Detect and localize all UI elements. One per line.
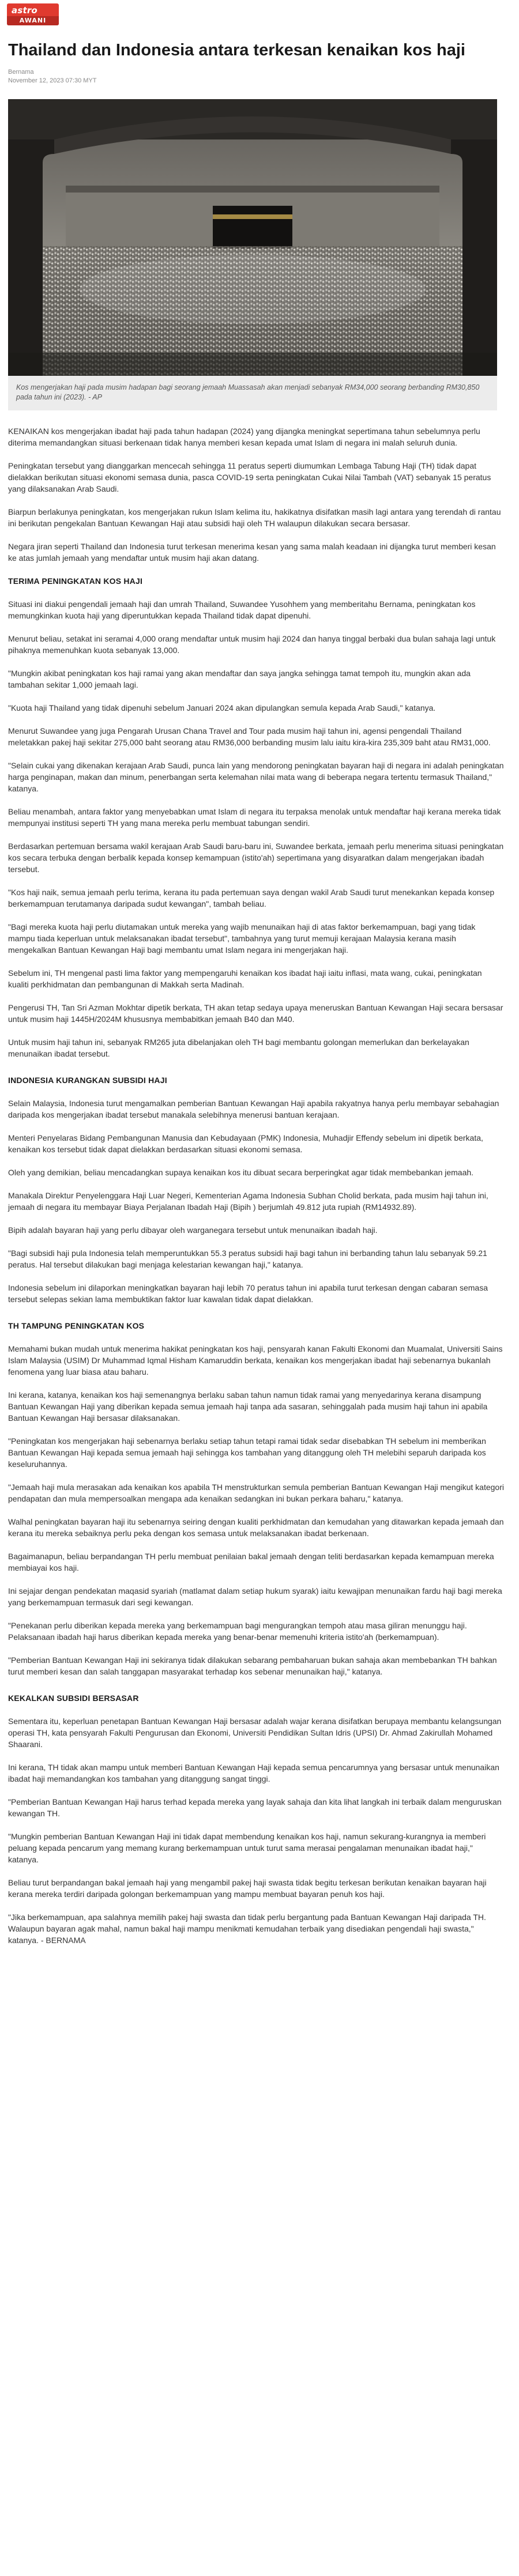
paragraph: Ini kerana, katanya, kenaikan kos haji semenangnya berlaku saban tahun namun tidak ramai yang menyedarinya kerana disampung Bantuan Kewangan Haji yang diberikan kepada semua jemaah haji tanpa ada sasaran, sehinggalah pada musim haji tahun ini apabila Bantuan Kewangan Haji bersasar dilaksanakan.: [8, 1390, 488, 1423]
paragraph: Menteri Penyelaras Bidang Pembangunan Manusia dan Kebudayaan (PMK) Indonesia, Muhadjir Effendy sebelum ini dipetik berkata, kenaikan kos tersebut tidak dapat dielakkan berdasarkan situasi ekonomi semasa.: [8, 1133, 483, 1154]
paragraph: Negara jiran seperti Thailand dan Indonesia turut terkesan menerima kesan yang sama malah keadaan ini dijangka turut memberi kesan ke atas jumlah jemaah yang mendaftar untuk musim haji akan datang.: [8, 542, 496, 563]
paragraph: Ini kerana, TH tidak akan mampu untuk memberi Bantuan Kewangan Haji kepada semua pencarumnya yang bersasar untuk menunaikan ibadat haji memandangkan kos tambahan yang ditanggung sangat tinggi.: [8, 1763, 499, 1783]
paragraph: "Jemaah haji mula merasakan ada kenaikan kos apabila TH menstrukturkan semula pemberian Bantuan Kewangan Haji mengikut kategori pendapatan dan mula mempersoalkan mengapa ada kenaikan sedangkan ini bukan perkara baharu," katanya.: [8, 1483, 504, 1503]
paragraph: KENAIKAN kos mengerjakan ibadat haji pada tahun hadapan (2024) yang dijangka meningkat sepertimana tahun sebelumnya perlu diterima memandangkan situasi berkenaan tidak hanya memberi kesan kepada umat Islam di negara ini malah seluruh dunia.: [8, 427, 480, 447]
paragraph: Berdasarkan pertemuan bersama wakil kerajaan Arab Saudi baru-baru ini, Suwandee berkata, jemaah perlu menerima situasi peningkatan kos secara terbuka dengan berbalik kepada konsep kemampuan (istito'ah) sepertimana yang disyaratkan dalam mengerjakan ibadah tersebut.: [8, 842, 504, 874]
paragraph: "Kuota haji Thailand yang tidak dipenuhi sebelum Januari 2024 akan dipulangkan semula kepada Arab Saudi," katanya.: [8, 703, 436, 712]
paragraph: Selain Malaysia, Indonesia turut mengamalkan pemberian Bantuan Kewangan Haji apabila rakyatnya hanya perlu membayar sebahagian daripada kos mengerjakan ibadat tersebut manakala selebihnya menerusi bantuan kerajaan.: [8, 1099, 499, 1119]
paragraph: Walhal peningkatan bayaran haji itu sebenarnya seiring dengan kualiti perkhidmatan dan kemudahan yang ditawarkan kepada jemaah dan kerana itu mereka sebaiknya perlu peka dengan kos semasa untuk melaksanakan ibadat berkenaan.: [8, 1517, 504, 1538]
paragraph: Indonesia sebelum ini dilaporkan meningkatkan bayaran haji lebih 70 peratus tahun ini apabila turut terkesan dengan cabaran semasa tersebut selepas sekian lama membuktikan faktor luar kawalan tidak dapat dielakkan.: [8, 1283, 488, 1304]
article-body: [8, 425, 504, 1946]
article-title: Thailand dan Indonesia antara terkesan kenaikan kos haji: [8, 41, 465, 59]
section-heading: TERIMA PENINGKATAN KOS HAJI: [8, 576, 143, 586]
paragraph: Memahami bukan mudah untuk menerima hakikat peningkatan kos haji, pensyarah kanan Fakulti Ekonomi dan Muamalat, Universiti Sains Islam Malaysia (USIM) Dr Muhammad Iqmal Hisham Kamaruddin berkata, kenaikan kos mengerjakan ibadat haji sebenarnya bukanlah fenomena yang luar biasa atau baharu.: [8, 1344, 503, 1376]
paragraph: Menurut Suwandee yang juga Pengarah Urusan Chana Travel and Tour pada musim haji tahun ini, agensi pengendali Thailand meletakkan pakej haji sekitar 275,000 baht seorang atau RM36,000 berbanding musim lalu iaitu kira-kira 235,309 baht atau RM31,000.: [8, 726, 491, 747]
section-heading: TH TAMPUNG PENINGKATAN KOS: [8, 1321, 145, 1330]
paragraph: "Pemberian Bantuan Kewangan Haji harus terhad kepada mereka yang layak sahaja dan kita lihat langkah ini terbaik dalam menguruskan kewangan TH.: [8, 1797, 502, 1818]
article-photo: [8, 99, 497, 376]
paragraph: "Selain cukai yang dikenakan kerajaan Arab Saudi, punca lain yang mendorong peningkatan bayaran haji di negara ini adalah peningkatan harga penginapan, makan dan minum, penerbangan serta kelemahan nilai mata wang di beberapa negara tertentu termasuk Thailand," katanya.: [8, 761, 504, 793]
article-author: Bernama: [8, 69, 34, 76]
paragraph: Beliau menambah, antara faktor yang menyebabkan umat Islam di negara itu terpaksa menolak untuk mendaftar haji kerana mereka tidak mempunyai institusi seperti TH yang mana mereka perlu membuat tabungan sendiri.: [8, 807, 501, 828]
paragraph: Bagaimanapun, beliau berpandangan TH perlu membuat penilaian bakal jemaah dengan teliti berdasarkan kepada kemampuan mereka membiayai kos haji.: [8, 1552, 494, 1572]
paragraph: Menurut beliau, setakat ini seramai 4,000 orang mendaftar untuk musim haji 2024 dan hanya tinggal berbaki dua bulan sahaja lagi untuk pihaknya memenuhkan kuota sebanyak 13,000.: [8, 634, 496, 655]
paragraph: "Peningkatan kos mengerjakan haji sebenarnya berlaku setiap tahun tetapi ramai tidak sedar disebabkan TH sebelum ini memberikan Bantuan Kewangan Haji kepada semua jemaah haji sehingga kos tambahan yang ditanggung oleh TH melebihi separuh daripada kos keseluruhannya.: [8, 1436, 486, 1469]
paragraph: "Bagi mereka kuota haji perlu diutamakan untuk mereka yang wajib menunaikan haji di atas faktor berkemampuan, bagi yang tidak mampu tiada keperluan untuk melaksanakan ibadat tersebut", tambahnya yang turut memuji kerajaan Malaysia kerana masih mengekalkan Bantuan Kewangan Haji bagi membantu umat Islam negara ini mengerjakan haji.: [8, 922, 476, 955]
paragraph: Situasi ini diakui pengendali jemaah haji dan umrah Thailand, Suwandee Yusohhem yang memberitahu Bernama, peningkatan kos memungkinkan kuota haji yang diperuntukkan kepada Thailand tidak dapat dipenuhi.: [8, 599, 476, 620]
article: [0, 27, 519, 1981]
paragraph: "Bagi subsidi haji pula Indonesia telah memperuntukkan 55.3 peratus subsidi haji bagi tahun ini berbanding tahun lalu sebanyak 59.21 peratus. Hal tersebut dilakukan bagi menjaga kelestarian kewangan haji," katanya.: [8, 1249, 487, 1269]
logo-text-top: astro: [12, 5, 37, 16]
paragraph: Oleh yang demikian, beliau mencadangkan supaya kenaikan kos itu dibuat secara berperingkat agar tidak membebankan jemaah.: [8, 1168, 474, 1177]
logo-text-bottom: AWANI: [7, 16, 59, 25]
paragraph: Untuk musim haji tahun ini, sebanyak RM265 juta dibelanjakan oleh TH bagi membantu golongan memerlukan dan berkelayakan menunaikan ibadat tersebut.: [8, 1038, 469, 1058]
article-date: November 12, 2023 07:30 MYT: [8, 77, 97, 84]
section-heading: KEKALKAN SUBSIDI BERSASAR: [8, 1694, 139, 1703]
paragraph: Peningkatan tersebut yang dianggarkan mencecah sehingga 11 peratus seperti diumumkan Lembaga Tabung Haji (TH) tidak dapat dielakkan berikutan situasi ekonomi semasa dunia, pasca COVID-19 serta peningkatan Cukai Nilai Tambah (VAT) sebanyak 15 peratus yang dilaksanakan Arab Saudi.: [8, 461, 491, 493]
paragraph: "Jika berkemampuan, apa salahnya memilih pakej haji swasta dan tidak perlu bergantung pada Bantuan Kewangan Haji daripada TH. Walaupun bayaran agak mahal, namun bakal haji mampu menikmati kemudahan terbaik yang disediakan pengendali haji swasta," katanya. - BERNAMA: [8, 1913, 486, 1945]
paragraph: "Penekanan perlu diberikan kepada mereka yang berkemampuan bagi mengurangkan tempoh atau masa giliran menunggu haji. Pelaksanaan ibadah haji harus diberikan kepada mereka yang benar-benar memenuhi kriteria istito'ah (berkemampuan).: [8, 1621, 467, 1642]
paragraph: Manakala Direktur Penyelenggara Haji Luar Negeri, Kementerian Agama Indonesia Subhan Cholid berkata, pada musim haji tahun ini, jemaah di negara itu membayar Biaya Perjalanan Ibadah Haji (Bipih ) berjumlah 49.812 juta rupiah (RM14932.89).: [8, 1191, 488, 1212]
paragraph: Ini sejajar dengan pendekatan maqasid syariah (matlamat dalam setiap hukum syarak) iaitu kewajipan menunaikan fardu haji bagi mereka yang berkemampuan termasuk dari segi kewangan.: [8, 1586, 502, 1607]
paragraph: Biarpun berlakunya peningkatan, kos mengerjakan rukun Islam kelima itu, hakikatnya disifatkan masih lagi antara yang terendah di rantau ini berikutan pengekalan Bantuan Kewangan Haji atau subsidi haji oleh TH walaupun dilakukan secara bersasar.: [8, 507, 501, 528]
article-byline: [8, 68, 511, 85]
paragraph: Bipih adalah bayaran haji yang perlu dibayar oleh warganegara tersebut untuk menunaikan ibadah haji.: [8, 1225, 378, 1235]
image-caption: Kos mengerjakan haji pada musim hadapan bagi seorang jemaah Muassasah akan menjadi sebanyak RM34,000 seorang berbanding RM30,850 pada tahun ini (2023). - AP: [16, 383, 480, 401]
paragraph: Sementara itu, keperluan penetapan Bantuan Kewangan Haji bersasar adalah wajar kerana disifatkan berupaya membantu kelangsungan operasi TH, kata pensyarah Fakulti Pengurusan dan Ekonomi, Universiti Pendidikan Sultan Idris (UPSI) Dr. Ahmad Zakirullah Mohamed Shaarani.: [8, 1717, 502, 1749]
section-heading: INDONESIA KURANGKAN SUBSIDI HAJI: [8, 1076, 167, 1085]
paragraph: Sebelum ini, TH mengenal pasti lima faktor yang mempengaruhi kenaikan kos ibadat haji iaitu inflasi, mata wang, cukai, peningkatan kualiti perkhidmatan dan pembangunan di Makkah serta Madinah.: [8, 968, 482, 989]
paragraph: "Kos haji naik, semua jemaah perlu terima, kerana itu pada pertemuan saya dengan wakil Arab Saudi turut menekankan kepada konsep berkemampuan terutamanya daripada sudut kewangan", tambah beliau.: [8, 888, 495, 908]
paragraph: "Mungkin akibat peningkatan kos haji ramai yang akan mendaftar dan saya jangka sehingga tamat tempoh itu, mungkin akan ada tambahan sekitar 1,000 jemaah lagi.: [8, 669, 471, 689]
paragraph: "Pemberian Bantuan Kewangan Haji ini sekiranya tidak dilakukan sebarang pembaharuan bukan sahaja akan membebankan TH bahkan turut memberi kesan dan salah tanggapan masyarakat terhadap kos sebenar menunaikan haji," katanya.: [8, 1655, 497, 1676]
paragraph: Pengerusi TH, Tan Sri Azman Mokhtar dipetik berkata, TH akan tetap sedaya upaya meneruskan Bantuan Kewangan Haji secara bersasar untuk musim haji 1445H/2024M khususnya membabitkan jemaah B40 dan M40.: [8, 1003, 503, 1024]
article-figure: [8, 99, 497, 410]
site-header: [0, 0, 519, 27]
paragraph: "Mungkin pemberian Bantuan Kewangan Haji ini tidak dapat membendung kenaikan kos haji, namun sekurang-kurangnya ia memberi peluang kepada pencarum yang memang kurang berkemampuan untuk turut sama merasai pengalaman menunaikan ibadat haji," katanya.: [8, 1832, 486, 1864]
paragraph: Beliau turut berpandangan bakal jemaah haji yang mengambil pakej haji swasta tidak begitu terkesan berikutan kenaikan bayaran haji kerana mereka terdiri daripada golongan berkemampuan yang mampu membuat bayaran penuh kos haji.: [8, 1878, 487, 1899]
astro-awani-logo[interactable]: [7, 3, 59, 25]
